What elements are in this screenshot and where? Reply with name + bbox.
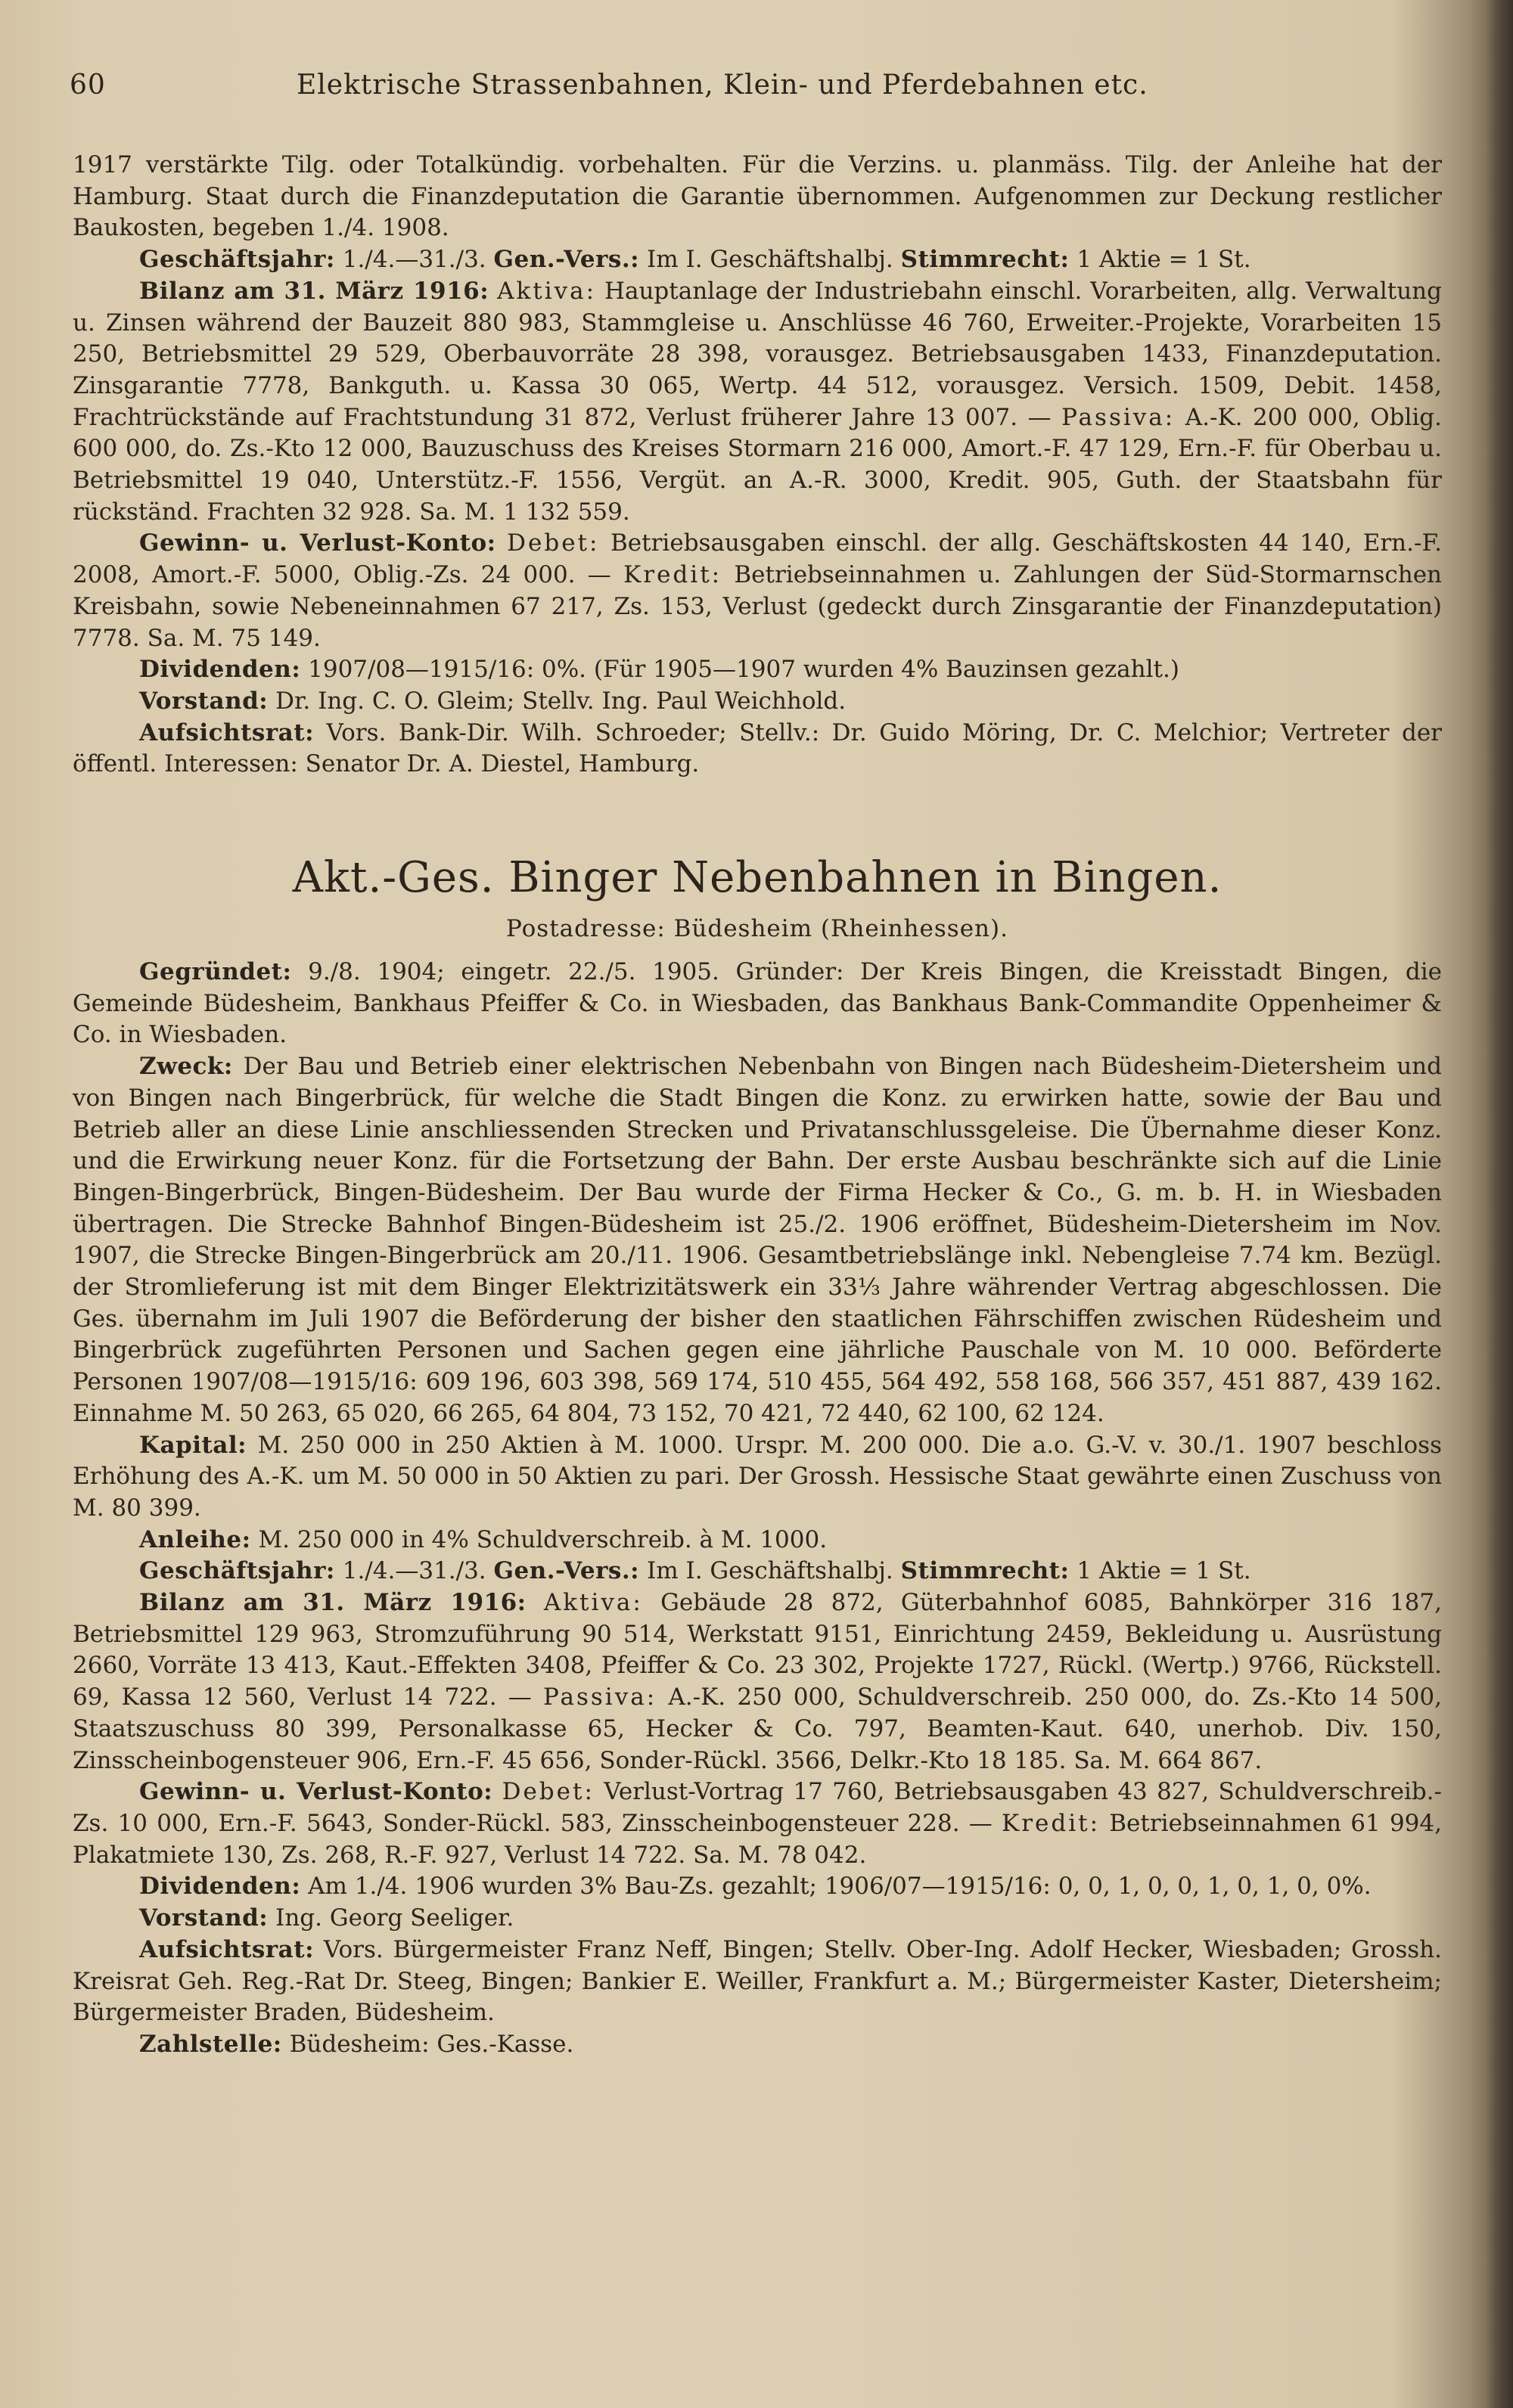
loan-paragraph: 1917 verstärkte Tilg. oder Totalkündig. vorbehalten. Für die Verzins. u. planmäss. Tilg. der Anleihe hat der Hamburg. Staat durch die Finanzdeputation die Garantie übernommen. Aufgenommen zur Deckung restlicher Baukosten, begeben 1./4. 1908.	[73, 151, 1442, 242]
running-title: Elektrische Strassenbahnen, Klein- und Pferdebahnen etc.	[297, 70, 1148, 101]
profit-loss-account: Gewinn- u. Verlust-Konto: Debet: Verlust-Vortrag 17 760, Betriebsausgaben 43 827, Schuldverschreib.-Zs. 10 000, Ern.-F. 5643, Sonder-Rückl. 583, Zinsscheinbogensteuer 228. — Kredit: Betriebseinnahmen 61 994, Plakatmiete 130, Zs. 268, R.-F. 927, Verlust 14 722. Sa. M. 78 042.	[73, 1778, 1442, 1869]
entry-title: Akt.-Ges. Binger Nebenbahnen in Bingen.	[292, 853, 1223, 902]
page-number: 60	[70, 70, 106, 101]
paying-agent: Zahlstelle: Büdesheim: Ges.-Kasse.	[139, 2030, 574, 2058]
previous-entry	[73, 150, 1442, 780]
dividends: Dividenden: Am 1./4. 1906 wurden 3% Bau-Zs. gezahlt; 1906/07—1915/16: 0, 0, 1, 0, 0, 1, 0, 1, 0, 0%.	[139, 1873, 1372, 1901]
capital: Kapital: M. 250 000 in 250 Aktien à M. 1000. Urspr. M. 200 000. Die a.o. G.-V. v. 30./1. 1907 beschloss Erhöhung des A.-K. um M. 50 000 in 50 Aktien zu pari. Der Grossh. Hessische Staat gewährte einen Zuschuss von M. 80 399.	[73, 1431, 1442, 1522]
board: Vorstand: Dr. Ing. C. O. Gleim; Stellv. Ing. Paul Weichhold.	[139, 687, 847, 715]
founded: Gegründet: 9./8. 1904; eingetr. 22./5. 1905. Gründer: Der Kreis Bingen, die Kreisstadt Bingen, die Gemeinde Büdesheim, Bankhaus Pfeiffer & Co. in Wiesbaden, das Bankhaus Bank-Commandite Oppenheimer & Co. in Wiesbaden.	[73, 958, 1442, 1049]
purpose: Zweck: Der Bau und Betrieb einer elektrischen Nebenbahn von Bingen nach Büdesheim-Dietersheim und von Bingen nach Bingerbrück, für welche die Stadt Bingen die Konz. zu erwirken hatte, sowie der Bau und Betrieb aller an diese Linie anschliessenden Strecken und Privatanschlussgeleise. Die Übernahme dieser Konz. und die Erwirkung neuer Konz. für die Fortsetzung der Bahn. Der erste Ausbau beschränkte sich auf die Linie Bingen-Bingerbrück, Bingen-Büdesheim. Der Bau wurde der Firma Hecker & Co., G. m. b. H. in Wiesbaden übertragen. Die Strecke Bahnhof Bingen-Büdesheim ist 25./2. 1906 eröffnet, Büdesheim-Dietersheim im Nov. 1907, die Strecke Bingen-Bingerbrück am 20./11. 1906. Gesamtbetriebslänge inkl. Nebengleise 7.74 km. Bezügl. der Stromlieferung ist mit dem Binger Elektrizitätswerk ein 33⅓ Jahre währender Vertrag abgeschlossen. Die Ges. übernahm im Juli 1907 die Beförderung der bisher den staatlichen Fährschiffen zwischen Rüdesheim und Bingerbrück zugeführten Personen und Sachen gegen eine jährliche Pauschale von M. 10 000. Beförderte Personen 1907/08—1915/16: 609 196, 603 398, 569 174, 510 455, 564 492, 558 168, 566 357, 451 887, 439 162. Einnahme M. 50 263, 65 020, 66 265, 64 804, 73 152, 70 421, 72 440, 62 100, 62 124.	[73, 1053, 1442, 1427]
business-year-line: Geschäftsjahr: 1./4.—31./3. Gen.-Vers.: Im I. Geschäftshalbj. Stimmrecht: 1 Aktie = 1 St.	[139, 246, 1251, 274]
balance-sheet: Bilanz am 31. März 1916: Aktiva: Hauptanlage der Industriebahn einschl. Vorarbeiten, allg. Verwaltung u. Zinsen während der Bauzeit 880 983, Stammgleise u. Anschlüsse 46 760, Erweiter.-Projekte, Vorarbeiten 15 250, Betriebsmittel 29 529, Oberbauvorräte 28 398, vorausgez. Betriebsausgaben 1433, Finanzdeputation. Zinsgarantie 7778, Bankguth. u. Kassa 30 065, Wertp. 44 512, vorausgez. Versich. 1509, Debit. 1458, Frachtrückstände auf Frachtstundung 31 872, Verlust früherer Jahre 13 007. — Passiva: A.-K. 200 000, Oblig. 600 000, do. Zs.-Kto 12 000, Bauzuschuss des Kreises Stormarn 216 000, Amort.-F. 47 129, Ern.-F. für Oberbau u. Betriebsmittel 19 040, Unterstütz.-F. 1556, Vergüt. an A.-R. 3000, Kredit. 905, Guth. der Staatsbahn für rückständ. Frachten 32 928. Sa. M. 1 132 559.	[73, 277, 1442, 526]
business-year-line: Geschäftsjahr: 1./4.—31./3. Gen.-Vers.: Im I. Geschäftshalbj. Stimmrecht: 1 Aktie = 1 St.	[139, 1557, 1251, 1585]
company-entry	[73, 957, 1442, 2061]
balance-sheet: Bilanz am 31. März 1916: Aktiva: Gebäude 28 872, Güterbahnhof 6085, Bahnkörper 316 187, Betriebsmittel 129 963, Stromzuführung 90 514, Werkstatt 9151, Einrichtung 2459, Bekleidung u. Ausrüstung 2660, Vorräte 13 413, Kaut.-Effekten 3408, Pfeiffer & Co. 23 302, Projekte 1727, Rückl. (Wertp.) 9766, Rückstell. 69, Kassa 12 560, Verlust 14 722. — Passiva: A.-K. 250 000, Schuldverschreib. 250 000, do. Zs.-Kto 14 500, Staatszuschuss 80 399, Personalkasse 65, Hecker & Co. 797, Beamten-Kaut. 640, unerhob. Div. 150, Zinsscheinbogensteuer 906, Ern.-F. 45 656, Sonder-Rückl. 3566, Delkr.-Kto 18 185. Sa. M. 664 867.	[73, 1589, 1442, 1774]
postal-address: Postadresse: Büdesheim (Rheinhessen).	[506, 915, 1008, 942]
dividends: Dividenden: 1907/08—1915/16: 0%. (Für 1905—1907 wurden 4% Bauzinsen gezahlt.)	[139, 656, 1179, 684]
loan: Anleihe: M. 250 000 in 4% Schuldverschreib. à M. 1000.	[139, 1525, 828, 1553]
board: Vorstand: Ing. Georg Seeliger.	[139, 1904, 514, 1932]
page-edge-shadow	[1486, 0, 1513, 2408]
page-header	[70, 70, 1454, 101]
supervisory-board: Aufsichtsrat: Vors. Bürgermeister Franz Neff, Bingen; Stellv. Ober-Ing. Adolf Hecker, Wiesbaden; Grossh. Kreisrat Geh. Reg.-Rat Dr. Steeg, Bingen; Bankier E. Weiller, Frankfurt a. M.; Bürgermeister Kaster, Dietersheim; Bürgermeister Braden, Büdesheim.	[73, 1935, 1442, 2027]
profit-loss-account: Gewinn- u. Verlust-Konto: Debet: Betriebsausgaben einschl. der allg. Geschäftskosten 44 140, Ern.-F. 2008, Amort.-F. 5000, Oblig.-Zs. 24 000. — Kredit: Betriebseinnahmen u. Zahlungen der Süd-Stormarnschen Kreisbahn, sowie Nebeneinnahmen 67 217, Zs. 153, Verlust (gedeckt durch Zinsgarantie der Finanzdeputation) 7778. Sa. M. 75 149.	[73, 529, 1443, 652]
supervisory-board: Aufsichtsrat: Vors. Bank-Dir. Wilh. Schroeder; Stellv.: Dr. Guido Möring, Dr. C. Melchior; Vertreter der öffentl. Interessen: Senator Dr. A. Diestel, Hamburg.	[73, 718, 1443, 778]
